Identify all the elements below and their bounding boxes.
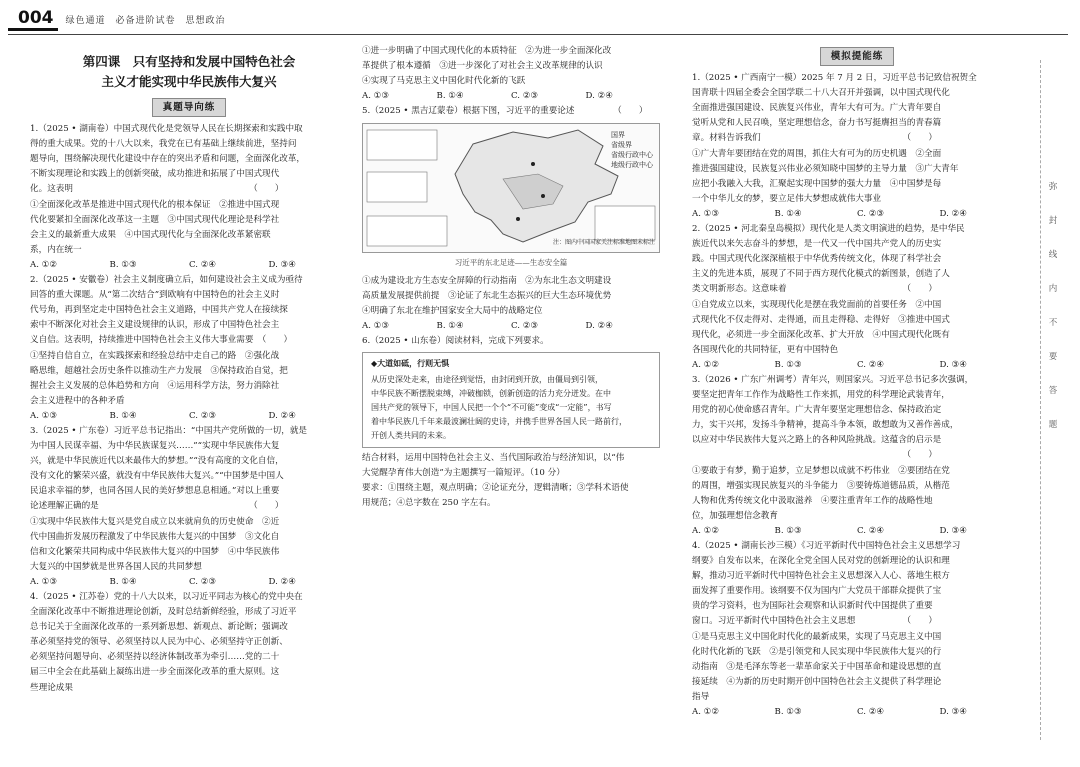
map-caption: 习近平的东北足迹——生态安全篇 <box>454 258 568 268</box>
answer-option: B. ①④ <box>109 576 137 587</box>
left-q3-line: 兴，就是中华民族近代以来最伟大的梦想。”“没有高度的文化自信， <box>30 456 284 467</box>
left-q2-line: 索中不断深化对社会主义建设规律的认识，形成了中国特色社会主 <box>30 320 280 331</box>
answer-option: B. ①④ <box>774 208 802 219</box>
question-5 <box>362 104 660 334</box>
q6-material <box>362 352 660 448</box>
q5-line: 高质量发展提供前提 ③论证了东北生态振兴的巨大生态环境优势 <box>362 290 612 301</box>
page-number: 004 <box>8 8 58 31</box>
right-q4-line: 面发挥了重要作用。该纲要不仅为国内广大党员干部群众提供了宝 <box>692 586 942 597</box>
right-q3-line: 3.（2026 • 广东广州调考）青年兴，则国家兴。习近平总书记多次强调， <box>692 374 974 385</box>
right-q4-line: 化时代化新的飞跃 ②是引领党和人民实现中华民族伟大复兴的行 <box>692 646 942 657</box>
left-q1-line: 会主义的最新重大成果 ④中国式现代化与全面深化改革紧密联 <box>30 229 271 240</box>
answer-option: A. ①③ <box>30 410 58 421</box>
right-q1-line: 觉听从党和人民召唤，坚定理想信念，奋力书写挺膺担当的青春篇 <box>692 118 942 129</box>
left-q1-line: 题导向，围绕解决现代化建设中存在的突出矛盾和问题，全面深化改革， <box>30 154 306 165</box>
answer-option: C. ②④ <box>857 525 885 536</box>
answer-option: C. ②③ <box>511 91 539 102</box>
seal-line-char: 答 <box>1048 386 1058 396</box>
right-q1-line: 国青联十四届全委会全国学联二十八大召开并强调，以中国式现代化 <box>692 88 950 99</box>
answer-option: C. ②③ <box>189 410 217 421</box>
right-q2-line: 类文明新形态。这意味着 （ ） <box>692 284 937 295</box>
answer-option: D. ③④ <box>939 707 967 718</box>
answer-option: A. ①③ <box>362 320 390 331</box>
left-q2-line: 2.（2025 • 安徽卷）社会主义制度确立后，如何建设社会主义成为亟待 <box>30 275 303 286</box>
answer-option: C. ②③ <box>189 576 217 587</box>
q5-line: ④明确了东北在维护国家安全大局中的战略定位 <box>362 305 543 316</box>
right-q2-line: 2.（2025 • 河北秦皇岛模拟）现代化是人类文明演进的趋势，是中华民 <box>692 224 965 235</box>
right-q2-line: ①自党成立以来，实现现代化是摆在我党面前的首要任务 ②中国 <box>692 299 942 310</box>
right-q1-line: ①广大青年要团结在党的周围，抓住大有可为的历史机遇 ②全面 <box>692 148 942 159</box>
answer-option: C. ②④ <box>189 259 217 270</box>
q6-material-title: ◆大道如砥，行则无惧 <box>371 359 450 369</box>
right-q4-line: 纲要》自发布以来，在深化全党全国人民对党的创新理论的认识和理 <box>692 556 950 567</box>
left-q3-line: 没有文化的繁荣兴盛，就没有中华民族伟大复兴。”“中国梦是中国人 <box>30 471 284 482</box>
right-column <box>692 44 1022 720</box>
right-q2-line: 践。中国式现代化深深植根于中华优秀传统文化，体现了科学社会 <box>692 254 942 265</box>
lesson-title-line2: 主义才能实现中华民族伟大复兴 <box>101 74 277 89</box>
answer-option: A. ①② <box>692 707 720 718</box>
answer-option: B. ①④ <box>436 91 464 102</box>
right-question-1 <box>692 71 1022 222</box>
northeast-map <box>362 123 660 253</box>
right-q3-line: ①要敢于有梦，勤于追梦，立足梦想以成就不朽伟业 ②要团结在党 <box>692 465 950 476</box>
seal-line-char: 线 <box>1048 250 1058 260</box>
right-question-2 <box>692 222 1022 373</box>
right-q4-line: 解，推动习近平新时代中国特色社会主义思想深入人心、落地生根方 <box>692 571 950 582</box>
q4-cont-line: ④实现了马克思主义中国化时代化新的飞跃 <box>362 76 526 87</box>
answer-option: D. ②④ <box>585 91 613 102</box>
right-q3-line: （ ） <box>692 450 937 461</box>
header-rule <box>8 34 1068 35</box>
left-q2-line: 略思维，超越社会历史条件以推动生产力发展 ③保持政治自觉，把 <box>30 365 288 376</box>
answer-option: D. ②④ <box>585 320 613 331</box>
left-q4-line: 些理论成果 <box>30 682 73 693</box>
right-q4-line: 4.（2025 • 湖南长沙三模）《习近平新时代中国特色社会主义思想学习 <box>692 541 961 551</box>
right-q3-line: 要坚定把青年工作作为战略性工作来抓，用党的科学理论武装青年， <box>692 390 950 401</box>
q6-line: 用规范；④总字数在 250 字左右。 <box>362 498 496 509</box>
left-question-1 <box>30 122 348 273</box>
right-q3-line: 的周围，增强实现民族复兴的斗争能力 ③要铸炼道德品质，从楷范 <box>692 480 950 491</box>
map-legend-province: 省级界 <box>611 141 632 150</box>
right-q4-options <box>692 705 1022 720</box>
q4-cont-line: ①进一步明确了中国式现代化的本质特征 ②为进一步全面深化改 <box>362 46 612 56</box>
left-q3-line: 信和文化繁荣共同构成中华民族伟大复兴的中国梦 ④中华民族伟 <box>30 546 280 557</box>
q6-material-line: 开创人类共同的未来。 <box>371 431 451 441</box>
answer-option: B. ①③ <box>774 707 802 718</box>
middle-column <box>362 44 660 511</box>
left-q4-line: 革必须坚持党的领导、必须坚持以人民为中心、必须坚持守正创新、 <box>30 637 288 648</box>
left-q1-line: 代化要紧扣全面深化改革这一主题 ③中国式现代化理论是科学社 <box>30 214 280 225</box>
q6-material-line: 从历史深处走来，由途径到觉悟，由封闭到开放，由僵局到引领， <box>371 375 603 385</box>
right-q2-line: 各国现代化的共同特征，更有中国特色 <box>692 344 839 355</box>
q6-line: 大觉醒孕育伟大创造”为主题撰写一篇短评。（10 分） <box>362 468 565 479</box>
left-q3-line: 论述理解正确的是 （ ） <box>30 501 284 512</box>
section-heading-left: 真题导向练 <box>30 98 348 117</box>
left-q2-line: 代号角，再到坚定走中国特色社会主义道路，中国共产党人在接续探 <box>30 305 288 316</box>
seal-line-char: 不 <box>1048 318 1058 328</box>
left-question-2 <box>30 273 348 424</box>
right-q4-line: ①是马克思主义中国化时代化的最新成果，实现了马克思主义中国 <box>692 631 942 642</box>
answer-option: C. ②③ <box>511 320 539 331</box>
left-q3-options <box>30 575 348 590</box>
right-q3-options <box>692 524 1022 539</box>
lesson-title <box>30 52 348 92</box>
answer-option: C. ②③ <box>857 208 885 219</box>
map-legend-capital: 省级行政中心 <box>611 151 653 160</box>
answer-option: A. ①② <box>692 525 720 536</box>
seal-line-char: 弥 <box>1048 182 1058 192</box>
left-question-list <box>30 122 348 696</box>
seal-line-text <box>1046 180 1060 430</box>
answer-option: B. ①④ <box>436 320 464 331</box>
right-q1-line: 一个中华儿女的梦，要立足伟大梦想成就伟大事业 <box>692 193 882 204</box>
q6-stem: 6.（2025 • 山东卷）阅读材料，完成下列要求。 <box>362 335 549 346</box>
right-q2-line: 现代化，必须进一步全面深化改革、扩大开放 ④中国式现代化既有 <box>692 329 950 340</box>
left-q2-options <box>30 409 348 424</box>
left-q1-line: 化。这表明 （ ） <box>30 184 284 195</box>
left-q4-line: 总书记关于全面深化改革的一系列新思想、新观点、新论断；强调改 <box>30 622 288 633</box>
left-q1-line: 得的重大成果。党的十八大以来，我党在已有基础上继续前进，坚持问 <box>30 139 297 150</box>
right-question-3 <box>692 373 1022 539</box>
q6-line: 结合材料，运用中国特色社会主义、当代国际政治与经济知识，以“伟 <box>362 453 625 464</box>
left-q1-line: ①全面深化改革是推进中国式现代化的根本保证 ②推进中国式现 <box>30 199 280 210</box>
left-q4-line: 全面深化改革中不断推进理论创新，及时总结新鲜经验，形成了习近平 <box>30 607 297 618</box>
left-q4-line: 4.（2025 • 江苏卷）党的十八大以来，以习近平同志为核心的党中央在 <box>30 592 303 602</box>
left-q1-line: 1.（2025 • 湖南卷）中国式现代化是党领导人民在长期探索和实践中取 <box>30 124 303 135</box>
answer-option: A. ①② <box>692 359 720 370</box>
right-question-4 <box>692 539 1022 720</box>
right-q1-line: 全面推进强国建设、民族复兴伟业，青年大有可为。广大青年要自 <box>692 103 942 114</box>
question-6 <box>362 334 660 511</box>
left-q3-line: ①实现中华民族伟大复兴是党自成立以来就肩负的历史使命 ②近 <box>30 516 280 527</box>
left-q1-line: 系，内在统一 <box>30 244 82 255</box>
answer-option: B. ①④ <box>109 410 137 421</box>
answer-option: C. ②④ <box>857 359 885 370</box>
right-q2-line: 族近代以来矢志奋斗的梦想，是一代又一代中国共产党人的历史实 <box>692 239 942 250</box>
answer-option: B. ①③ <box>109 259 137 270</box>
right-q3-line: 力，实干兴邦，发扬斗争精神，提高斗争本领，敢想敢为又善作善成， <box>692 420 959 431</box>
map-note: 注：图内中国国家关注标准地图未标注 <box>552 239 655 247</box>
q5-choices <box>362 274 660 334</box>
right-q4-line: 动指南 ③是毛泽东等老一辈革命家关于中国革命和建设思想的直 <box>692 661 942 672</box>
left-q3-line: 3.（2025 • 广东卷）习近平总书记指出：“中国共产党所做的一切，就是 <box>30 425 308 436</box>
page-header <box>8 6 226 32</box>
q6-material-text <box>371 373 651 443</box>
right-q3-line: 用党的初心使命感召青年。广大青年要坚定理想信念、保持政治定 <box>692 405 942 416</box>
seal-line-char: 内 <box>1048 284 1058 294</box>
seal-line-char: 题 <box>1048 420 1058 430</box>
answer-option: C. ②④ <box>857 707 885 718</box>
right-q3-line: 以应对中华民族伟大复兴之路上的各种风险挑战。这蕴含的启示是 <box>692 435 942 446</box>
left-q4-line: 必须坚持问题导向、必须坚持以经济体制改革为牵引……党的二十 <box>30 652 280 663</box>
right-q4-line: 窗口。习近平新时代中国特色社会主义思想 （ ） <box>692 616 937 627</box>
answer-option: D. ③④ <box>939 359 967 370</box>
right-q1-line: 1.（2025 • 广西南宁一模）2025 年 7 月 2 日，习近平总书记致信祝贺全 <box>692 73 977 84</box>
left-column <box>30 44 348 696</box>
right-q4-line: 指导 <box>692 691 710 702</box>
map-legend-city: 地级行政中心 <box>611 161 653 170</box>
left-question-3 <box>30 424 348 590</box>
left-q3-line: 大复兴的中国梦就是世界各国人民的共同梦想 <box>30 561 202 572</box>
q6-material-line: 着中华民族几千年来最波澜壮阔的史诗，并携手世界各国人民一路前行， <box>371 417 627 427</box>
q6-line: 要求：①围绕主题，观点明确；②论证充分，逻辑清晰；③学科术语使 <box>362 483 629 494</box>
q5-line: ①成为建设北方生态安全屏障的行动指南 ②为东北生态文明建设 <box>362 275 612 286</box>
left-q2-line: 会主义进程中的各种矛盾 <box>30 395 125 406</box>
left-q2-line: 握社会主义发展的总体趋势和方向 ④运用科学方法，努力消除社 <box>30 380 280 391</box>
right-q1-line: 推进强国建设，民族复兴伟业必须知晓中国梦的主导力量 ③广大青年 <box>692 163 959 174</box>
answer-option: D. ②④ <box>268 576 296 587</box>
left-q2-line: 义自信。这表明，持续推进中国特色社会主义伟大事业需要 （ ） <box>30 335 293 346</box>
answer-option: A. ①③ <box>30 576 58 587</box>
left-q3-line: 民追求幸福的梦，也同各国人民的美好梦想息息相通。”对以上重要 <box>30 486 280 497</box>
right-q3-line: 位，加强理想信念教育 <box>692 510 778 521</box>
lesson-title-line1: 第四课 只有坚持和发展中国特色社会 <box>82 54 296 69</box>
left-q2-line: 回答的重大课题。从“第二次结合”到欧响有中国特色的社会主义时 <box>30 290 280 301</box>
right-q2-line: 式现代化不仅走得对、走得通，而且走得稳、走得好 ③推进中国式 <box>692 314 950 325</box>
question-4-continued <box>362 44 660 104</box>
right-q4-line: 贵的学习资料，也为国际社会观察和认识新时代中国提供了重要 <box>692 601 933 612</box>
answer-option: A. ①③ <box>362 91 390 102</box>
left-question-4 <box>30 590 348 696</box>
right-q2-line: 主义的先进本质，展现了不同于西方现代化模式的新图景，创造了人 <box>692 269 950 280</box>
answer-option: A. ①② <box>30 259 58 270</box>
answer-option: D. ②④ <box>939 208 967 219</box>
left-q3-line: 代中国曲折发展历程激发了中华民族伟大复兴的中国梦 ③文化自 <box>30 531 280 542</box>
seal-line-char: 封 <box>1048 216 1058 226</box>
right-q1-options <box>692 207 1022 222</box>
q6-requirements <box>362 451 660 511</box>
left-q3-line: 为中国人民谋幸福、为中华民族谋复兴……”“实现中华民族伟大复 <box>30 441 280 452</box>
q6-material-line: 中华民族不断摆脱束缚，冲破枷锁，创新创造的活力充分迸发。在中 <box>371 389 611 399</box>
answer-option: D. ③④ <box>939 525 967 536</box>
right-q3-line: 人物和优秀传统文化中汲取滋养 ④要注重青年工作的战略性地 <box>692 495 933 506</box>
answer-option: B. ①③ <box>774 359 802 370</box>
right-question-list <box>692 71 1022 720</box>
left-q2-line: ①坚持自信自立，在实践探索和经验总结中走自己的路 ②强化战 <box>30 350 280 361</box>
left-q4-line: 届三中全会在此基础上凝练出进一步全面深化改革的重大原则。这 <box>30 667 280 678</box>
right-q4-line: 接延续 ④为新的历史时期开创中国特色社会主义提供了科学理论 <box>692 676 942 687</box>
map-legend <box>611 130 653 170</box>
left-q1-options <box>30 258 348 273</box>
seal-line-char: 要 <box>1048 352 1058 362</box>
section-heading-right: 模拟提能练 <box>692 47 1022 66</box>
q5-stem: 5.（2025 • 黑吉辽蒙卷）根据下图，习近平的重要论述 （ ） <box>362 106 648 117</box>
right-q1-line: 应把小我融入大我，汇聚起实现中国梦的强大力量 ④中国梦是每 <box>692 178 942 189</box>
series-title: 绿色通道 必备进阶试卷 思想政治 <box>65 15 226 26</box>
q4-cont-line: 革提供了根本遵循 ③进一步深化了对社会主义改革规律的认识 <box>362 61 603 72</box>
answer-option: D. ③④ <box>268 259 296 270</box>
q6-material-line: 国共产党的领导下，中国人民把一个个“不可能”变成“一定能”，书写 <box>371 403 612 413</box>
q5-options <box>362 319 660 334</box>
answer-option: B. ①③ <box>774 525 802 536</box>
binding-line <box>1040 60 1041 740</box>
map-legend-country: 国界 <box>611 131 625 140</box>
answer-option: D. ②④ <box>268 410 296 421</box>
right-q1-line: 章。材料告诉我们 （ ） <box>692 133 937 144</box>
right-q2-options <box>692 358 1022 373</box>
left-q1-line: 不断实现理论和实践上的创新突破，成功推进和拓展了中国式现代 <box>30 169 280 180</box>
q4-cont-options <box>362 89 660 104</box>
answer-option: A. ①③ <box>692 208 720 219</box>
